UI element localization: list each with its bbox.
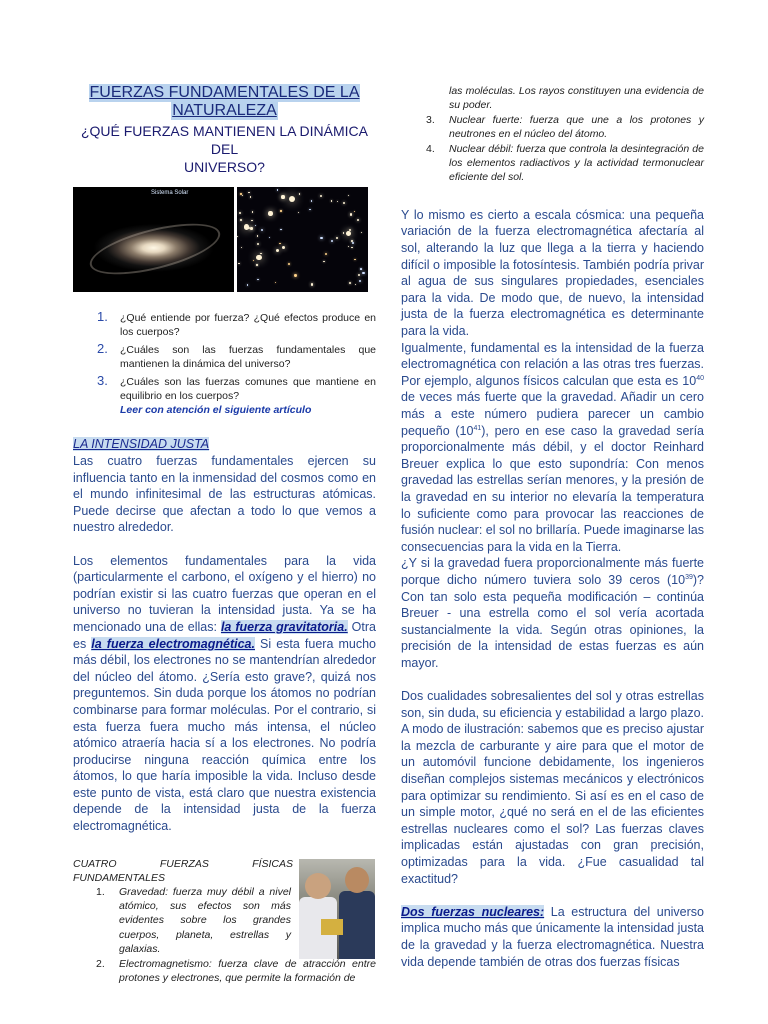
page-title bbox=[73, 84, 376, 120]
question-list bbox=[73, 311, 376, 403]
star-dot bbox=[268, 211, 272, 215]
star-dot bbox=[331, 200, 332, 201]
question-item: 3. ¿Cuáles son las fuerzas comunes que mantiene en equilibrio en los cuerpos? bbox=[97, 373, 376, 402]
highlight-electromagnetica: la fuerza electromagnética. bbox=[91, 636, 255, 651]
star-dot bbox=[348, 195, 349, 196]
force-item-gravedad: 1. Gravedad: fuerza muy débil a nivel atómico, sus efectos son más evidentes sobre los grandes cuerpos, planeta, estrellas y galaxias. bbox=[96, 885, 291, 956]
title-line-2: NATURALEZA bbox=[172, 102, 277, 119]
header-images bbox=[73, 187, 376, 297]
star-dot bbox=[352, 242, 354, 244]
star-dot bbox=[288, 263, 290, 265]
right-column bbox=[401, 84, 704, 970]
forces-list-continued bbox=[401, 84, 704, 185]
scientists-photo bbox=[299, 859, 375, 959]
subtitle-line-2: UNIVERSO? bbox=[184, 159, 265, 175]
star-dot bbox=[260, 253, 262, 255]
star-dot bbox=[351, 247, 352, 248]
four-forces-heading: CUATRO FUERZAS FÍSICAS FUNDAMENTALES bbox=[73, 857, 293, 884]
right-paragraph-2: Igualmente, fundamental es la intensidad de la fuerza electromagnética con relación a las otras tres fuerzas. Por ejemplo, algunos físicos calculan que esta es $10^{40}$ de veces más fuerte que la gravedad. Añadir un cero más a este número pudiera parecer un cambio pequeño $(10^{41})$, pero en ese caso la gravedad sería proporcionalmente más débil, y el doctor Reinhard Breuer explica lo que esto supondría: Con menos gravedad las estrellas serían menores, y la presión de la gravedad en su interior no elevaría la temperatura lo suficiente como para provocar las reacciones de fusión nuclear: el sol no brillaría. Puede imaginarse las consecuencias para la vida en la Tierra. bbox=[401, 340, 704, 554]
galaxy-arm bbox=[85, 213, 225, 284]
force-item-continued: las moléculas. Los rayos constituyen una evidencia de su poder. bbox=[449, 85, 704, 112]
star-dot bbox=[360, 268, 362, 270]
star-dot bbox=[348, 246, 349, 247]
star-dot bbox=[323, 261, 325, 263]
reading-instruction: Leer con atención el siguiente artículo bbox=[120, 404, 312, 416]
right-paragraph-3: ¿Y si la gravedad fuera proporcionalmente más fuerte porque dicho número tuviera solo 39 ceros $(10^{39})$? Con tan solo esta pequeña modificación – continúa Breuer - una estrella como el sol vería acortada sustancialmente la vida. Según otras opiniones, la precisión de la intensidad de estas fuerzas es aún mayor. bbox=[401, 556, 704, 670]
galaxy-image bbox=[73, 187, 234, 292]
star-dot bbox=[257, 243, 259, 245]
star-dot bbox=[237, 236, 238, 237]
star-dot bbox=[350, 213, 352, 215]
star-dot bbox=[277, 189, 279, 191]
right-paragraph-4: Dos cualidades sobresalientes del sol y otras estrellas son, sin duda, su eficiencia y estabilidad a largo plazo. A modo de ilustración: sabemos que es preciso ajustar la mezcla de carburante y aire para que el motor de un automóvil funcione debidamente, los ingenieros diseñan complejos sistemas mecánicos y electrónicos para optimizar su rendimiento. Si así es en el caso de un simple motor, ¿qué no será en el de las eficientes estrellas nucleares como el sol? Las fuerzas claves implicadas están ajustadas con gran precisión, optimizadas para la vida. ¿Fue casualidad tal exactitud? bbox=[401, 689, 704, 886]
star-dot bbox=[281, 195, 284, 198]
star-dot bbox=[255, 225, 256, 226]
star-dot bbox=[256, 264, 257, 265]
star-dot bbox=[252, 211, 254, 213]
star-dot bbox=[244, 224, 250, 230]
star-dot bbox=[320, 195, 322, 197]
star-dot bbox=[257, 235, 259, 237]
star-dot bbox=[253, 260, 254, 261]
star-dot bbox=[354, 211, 355, 212]
subtitle-line-1: ¿QUÉ FUERZAS MANTIENEN LA DINÁMICA DEL bbox=[80, 123, 369, 157]
star-dot bbox=[289, 196, 295, 202]
star-dot bbox=[358, 274, 360, 276]
star-dot bbox=[280, 229, 281, 230]
star-dot bbox=[269, 237, 270, 238]
force-item-nuclear-debil: 4. Nuclear débil: fuerza que controla la desintegración de los elementos radiactivos y la actividad termonuclear eficiente del sol. bbox=[426, 142, 704, 184]
section-heading-intensidad: LA INTENSIDAD JUSTA bbox=[73, 437, 210, 451]
star-dot bbox=[362, 272, 364, 274]
star-dot bbox=[325, 253, 327, 255]
question-item: 2. ¿Cuáles son las fuerzas fundamentales que mantienen la dinámica del universo? bbox=[97, 341, 376, 370]
right-paragraph-1: Y lo mismo es cierto a escala cósmica: una pequeña variación de la fuerza electromagnética afectaría al sol, alterando la luz que llega a la tierra y haciendo difícil o imposible la fotosíntesis. También podría privar al agua de sus singulares propiedades, esenciales para la vida. De modo que, de nuevo, la intensidad justa de la fuerza electromagnética es determinante para la vida. bbox=[401, 207, 704, 338]
star-dot bbox=[320, 237, 322, 239]
star-dot bbox=[343, 202, 345, 204]
left-column bbox=[73, 84, 376, 986]
star-dot bbox=[240, 219, 242, 221]
star-dot bbox=[251, 220, 252, 221]
star-dot bbox=[282, 246, 285, 249]
star-dot bbox=[239, 212, 241, 214]
star-dot bbox=[299, 193, 300, 194]
star-dot bbox=[298, 212, 299, 213]
star-dot bbox=[349, 282, 351, 284]
title-line-1: FUERZAS FUNDAMENTALES DE LA bbox=[89, 84, 360, 101]
right-paragraph-5: Dos fuerzas nucleares: La estructura del universo implica mucho más que únicamente la intensidad justa de la gravedad y la fuerza electromagnética. Nuestra vida depende también de otras dos fuerzas físicas bbox=[401, 904, 704, 969]
star-dot bbox=[343, 232, 345, 234]
question-item: 1. ¿Qué entiende por fuerza? ¿Qué efectos produce en los cuerpos? bbox=[97, 309, 376, 338]
intensidad-paragraph-1: Las cuatro fuerzas fundamentales ejercen su influencia tanto en la inmensidad del cosmos como en el mundo infinitesimal de las estructuras atómicas. Puede decirse que afectan a todo lo que vemos a nuestro alrededor. bbox=[73, 454, 376, 535]
star-dot bbox=[336, 237, 338, 239]
star-dot bbox=[331, 240, 333, 242]
star-dot bbox=[240, 193, 241, 194]
star-dot bbox=[238, 263, 240, 265]
star-dot bbox=[280, 210, 281, 211]
star-dot bbox=[241, 247, 242, 248]
star-dot bbox=[337, 201, 338, 202]
star-dot bbox=[359, 280, 361, 282]
star-dot bbox=[311, 283, 313, 285]
star-dot bbox=[257, 279, 258, 280]
star-cluster-image bbox=[237, 187, 368, 292]
star-dot bbox=[346, 231, 351, 236]
four-forces-box bbox=[73, 857, 376, 986]
star-dot bbox=[276, 249, 279, 252]
star-dot bbox=[250, 196, 252, 198]
star-dot bbox=[248, 192, 250, 194]
star-dot bbox=[279, 243, 281, 245]
star-dot bbox=[355, 284, 356, 285]
intensidad-paragraph-2: Los elementos fundamentales para la vida (particularmente el carbono, el oxígeno y el hierro) no podrían existir si las cuatro fuerzas que operan en el universo no tuvieran la intensidad justa. Ya se ha mencionado una de ellas: la fuerza gravitatoria. Otra es la fuerza electromagnética. Si esta fuera mucho más débil, los electrones no se mantendrían alrededor del núcleo del átomo. ¿Sería esto grave?, quizá nos preguntemos. Sin duda porque los átomos no podrían combinarse para formar moléculas. Por el contrario, si esta fuerza fuera mucho más intensa, el núcleo atómico atraería hacia sí a los electrones. No podría producirse ninguna reacción química entre los átomos, lo que haría imposible la vida. Incluso desde este punto de vista, está claro que nuestra existencia depende de la intensidad justa de la fuerza electromagnética. bbox=[73, 553, 376, 834]
star-dot bbox=[261, 229, 263, 231]
star-dot bbox=[361, 232, 362, 233]
star-dot bbox=[311, 200, 312, 201]
star-dot bbox=[294, 274, 296, 276]
star-dot bbox=[247, 284, 249, 286]
star-dot bbox=[309, 209, 311, 211]
force-item-nuclear-fuerte: 3. Nuclear fuerte: fuerza que une a los protones y neutrones en el núcleo del átomo. bbox=[426, 113, 704, 141]
star-dot bbox=[250, 227, 252, 229]
highlight-gravitatoria: la fuerza gravitatoria. bbox=[220, 619, 348, 634]
galaxy-label: Sistema Solar bbox=[151, 190, 189, 196]
subtitle bbox=[73, 122, 376, 176]
highlight-dos-fuerzas: Dos fuerzas nucleares: bbox=[401, 904, 545, 919]
star-dot bbox=[256, 255, 262, 261]
star-dot bbox=[242, 195, 243, 196]
star-dot bbox=[354, 259, 356, 261]
star-dot bbox=[357, 219, 359, 221]
force-item-electromagnetismo: 2. Electromagnetismo: fuerza clave de atracción entre protones y electrones, que permite la formación de bbox=[96, 957, 376, 985]
star-dot bbox=[275, 282, 277, 284]
